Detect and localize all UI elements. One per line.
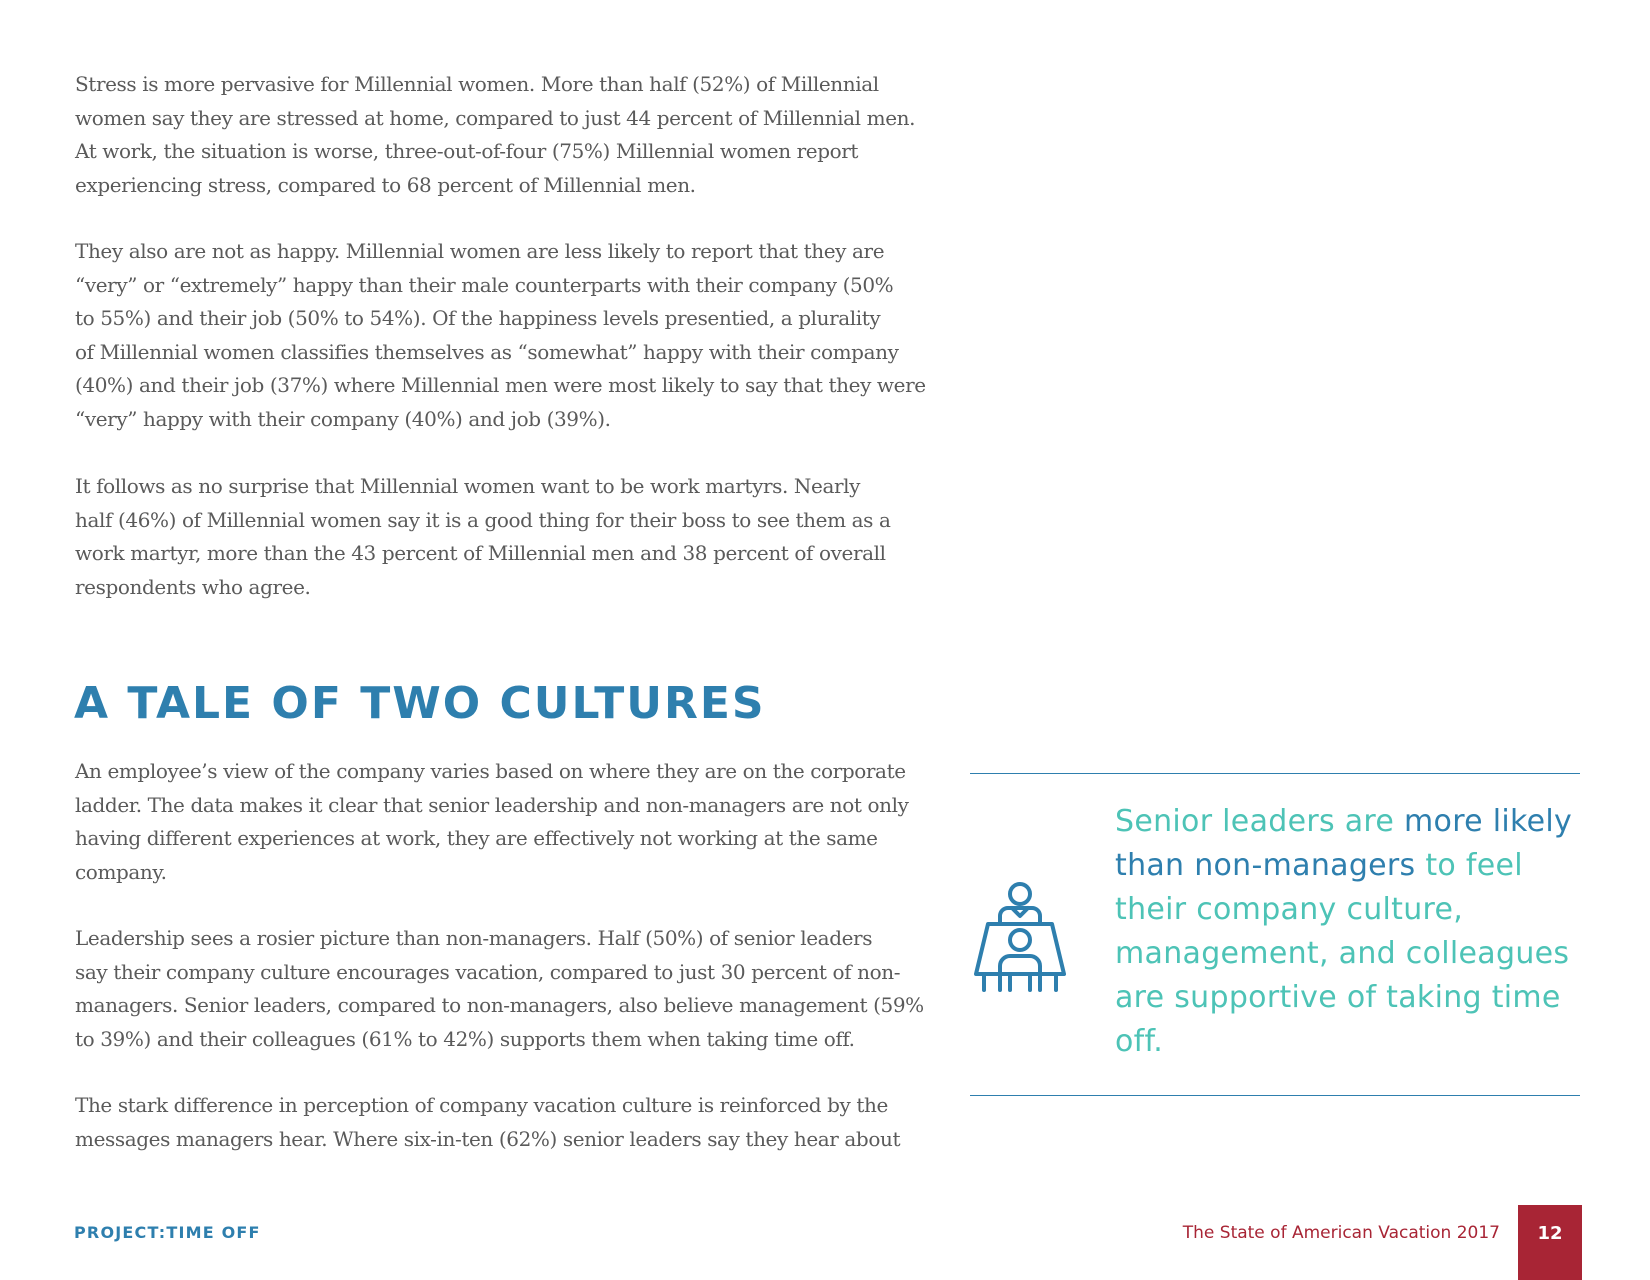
- logo-separator: :: [158, 1223, 167, 1242]
- page-number-badge: [1518, 1205, 1582, 1280]
- section-paragraph-2: Leadership sees a rosier picture than non-managers. Half (50%) of senior leaders say their company culture encourages vacation, compared to just 30 percent of non- managers. Senior leaders, compared to non-managers, also believe management (59% to 39%) and their colleagues (61% to 42%) supports them when taking time off.: [75, 926, 924, 1051]
- section-title: A TALE OF TWO CULTURES: [74, 678, 766, 729]
- footer-report-title: The State of American Vacation 2017: [1182, 1223, 1500, 1243]
- body-paragraph-3: It follows as no surprise that Millennial women want to be work martyrs. Nearly half (46%) of Millennial women say it is a good thing for their boss to see them as a work martyr, more than the 43 percent of Millennial men and 38 percent of overall respondents who agree.: [75, 474, 891, 599]
- logo-text-time-off: TIME OFF: [166, 1223, 261, 1242]
- body-paragraph-2: They also are not as happy. Millennial women are less likely to report that they are “very” or “extremely” happy than their male counterparts with their company (50% to 55%) and their job (50% to 54%). Of the happiness levels presentied, a plurality of Millennial women classifies themselves as “somewhat” happy with their company (40%) and their job (37%) where Millennial men were most likely to say that they were “very” happy with their company (40%) and job (39%).: [75, 239, 926, 431]
- footer-logo: [74, 1223, 261, 1242]
- page-number: 12: [1537, 1223, 1563, 1244]
- section-paragraph-1: An employee’s view of the company varies based on where they are on the corporate ladder. The data makes it clear that senior leadership and non-managers are not only having different experiences at work, they are effectively not working at the same company.: [75, 759, 909, 884]
- callout-quote: [1115, 800, 1575, 1064]
- callout-text-part1: Senior leaders are: [1115, 804, 1405, 839]
- section-paragraph-3: The stark difference in perception of company vacation culture is reinforced by the messages managers hear. Where six-in-ten (62%) senior leaders say they hear about: [75, 1093, 901, 1151]
- meeting-people-icon: [970, 878, 1070, 993]
- body-paragraph-1: Stress is more pervasive for Millennial women. More than half (52%) of Millennial women say they are stressed at home, compared to just 44 percent of Millennial men. At work, the situation is worse, three-out-of-four (75%) Millennial women report experiencing stress, compared to 68 percent of Millennial men.: [75, 72, 916, 197]
- callout-text-part2: to feel their company culture, management, and colleagues are supportive of taking time off.: [1115, 848, 1570, 1059]
- logo-text-project: PROJECT: [74, 1223, 159, 1242]
- callout-text-emphasis: more likely than non-managers: [1115, 804, 1573, 883]
- callout-bottom-rule: [970, 1095, 1580, 1096]
- callout-top-rule: [970, 773, 1580, 774]
